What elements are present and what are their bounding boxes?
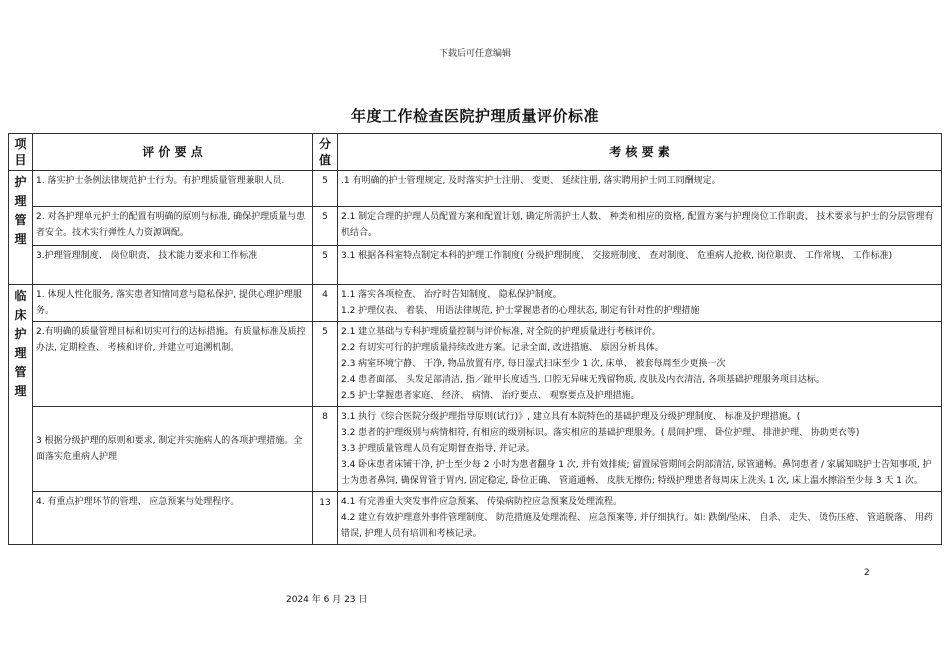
- assessment-item: 3.1 执行《综合医院分级护理指导原则(试行)》, 建立具有本院特色的基础护理及分级护理制度、 标准及护理措施。(: [341, 412, 801, 422]
- table-row: [9, 285, 942, 322]
- assessment-item: 2.1 建立基础与专科护理质量控制与评价标准, 对全院的护理质量进行考核评价。: [341, 327, 661, 337]
- header-eval-points: 评 价 要 点: [33, 134, 313, 171]
- score-value: 5: [313, 207, 338, 246]
- score-value: 5: [313, 246, 338, 285]
- assessment-cell: [338, 407, 942, 492]
- assessment-item: 2.2 有切实可行的护理质量持续改进方案。记录全面, 改进措施、 原因分析具体。: [341, 343, 664, 353]
- assessment-item: .1 有明确的护士管理规定, 及时落实护士注册、 变更、 延续注册, 落实聘用护士同工同酬规定。: [341, 176, 721, 186]
- category-clinical-nursing-management: 临床护理管理: [9, 285, 33, 545]
- assessment-item: 2.1 制定合理的护理人员配置方案和配置计划, 确定所需护士人数、 种类和相应的资格, 配置方案与护理岗位工作职责、 技术要求与护士的分层管理有机结合。: [341, 212, 934, 238]
- header-note: 下载后可任意编辑: [438, 49, 511, 59]
- header-score: 分值: [313, 134, 338, 171]
- assessment-cell: [338, 171, 942, 207]
- category-nursing-management: 护理管理: [9, 171, 33, 285]
- header-assessment: 考 核 要 素: [338, 134, 942, 171]
- assessment-item: 1.2 护理仪表、 着装、 用语法律规范, 护士掌握患者的心理状态, 制定有针对性的护理措施: [341, 306, 700, 316]
- score-value: 4: [313, 285, 338, 322]
- table-row: [9, 407, 942, 492]
- eval-point: 2.有明确的质量管理目标和切实可行的达标措施。有质量标准及质控办法, 定期检查、 考核和评价, 并建立可追溯机制。: [33, 322, 313, 407]
- table-row: [9, 246, 942, 285]
- assessment-item: 3.4 卧床患者床铺干净, 护士至少每 2 小时为患者翻身 1 次, 并有效排痰; 留置尿管期间会阴部清洁, 尿管通畅。鼻饲患者 / 家属知晓护士告知事项, 护士为患者鼻饲, 确保胃管于胃内, 固定稳定, 卧位正确、 管道通畅、 皮肤无擦伤; 特级护理患者每周床上洗头 1 次, 床上温水擦浴至少每 3 天 1 次。: [341, 460, 932, 486]
- table-row: [9, 322, 942, 407]
- assessment-item: 2.4 患者面部、 头发足部清洁, 指／趾甲长度适当, 口腔无异味无残留物质, 皮肤及内衣清洁, 各项基础护理服务项目达标。: [341, 375, 825, 385]
- eval-point: 1. 落实护士条例法律规范护士行为。有护理质量管理兼职人员.: [33, 171, 313, 207]
- page-number: 2: [864, 568, 870, 578]
- assessment-item: 3.1 根据各科室特点制定本科的护理工作制度( 分级护理制度、 交接班制度、 查对制度、 危重病人抢救, 岗位职责、 工作常规、 工作标准): [341, 251, 893, 261]
- score-value: 8: [313, 407, 338, 492]
- score-value: 5: [313, 171, 338, 207]
- table-row: [9, 171, 942, 207]
- assessment-item: 3.3 护理质量管理人员有定期督查指导, 并记录。: [341, 444, 535, 454]
- assessment-cell: [338, 492, 942, 545]
- score-value: 5: [313, 322, 338, 407]
- assessment-item: 2.3 病室环境宁静、 干净, 物品放置有序, 每日湿式扫床至少 1 次, 床单、 被套每周至少更换一次: [341, 359, 726, 369]
- assessment-cell: [338, 207, 942, 246]
- footer-date: 2024 年 6 月 23 日: [286, 595, 368, 605]
- assessment-cell: [338, 285, 942, 322]
- table-header-row: [9, 134, 942, 171]
- evaluation-table: [8, 133, 942, 545]
- assessment-item: 3.2 患者的护理级别与病情相符, 有相应的级别标识。落实相应的基础护理服务。( 晨间护理、 卧位护理、 排泄护理、 协助更衣等): [341, 428, 860, 438]
- eval-point: 4. 有重点护理环节的管理、 应急预案与处理程序。: [33, 492, 313, 545]
- assessment-cell: [338, 246, 942, 285]
- header-project: 项目: [9, 134, 33, 171]
- table-row: [9, 207, 942, 246]
- assessment-item: 4.2 建立有效护理意外事件管理制度、 防范措施及处理流程、 应急预案等, 并仔细执行。如: 跌倒/坠床、 自杀、 走失、 烫伤压疮、 管道脱落、 用药错误, 护理人员有培训和考核记录。: [341, 513, 933, 539]
- score-value: 13: [313, 492, 338, 545]
- eval-point: 3.护理管理制度、 岗位职责、 技术能力要求和工作标准: [33, 246, 313, 285]
- assessment-item: 2.5 护士掌握患者家庭、 经济、 病情、 治疗要点、 观察要点及护理措施。: [341, 391, 640, 401]
- assessment-item: 1.1 落实各项检查、 治疗时告知制度、 隐私保护制度。: [341, 290, 562, 300]
- eval-point: 1. 体现人性化服务, 落实患者知情同意与隐私保护, 提供心理护理服务。: [33, 285, 313, 322]
- assessment-item: 4.1 有完善重大突发事件应急预案、 传染病防控应急预案及处理流程。: [341, 497, 623, 507]
- eval-point: 3 根据分级护理的原则和要求, 制定并实施病人的各项护理措施。全面落实危重病人护理: [33, 407, 313, 492]
- table-row: [9, 492, 942, 545]
- assessment-cell: [338, 322, 942, 407]
- document-title: 年度工作检查医院护理质量评价标准: [350, 107, 599, 125]
- eval-point: 2. 对各护理单元护士的配置有明确的原则与标准, 确保护理质量与患者安全。技术实行弹性人力资源调配。: [33, 207, 313, 246]
